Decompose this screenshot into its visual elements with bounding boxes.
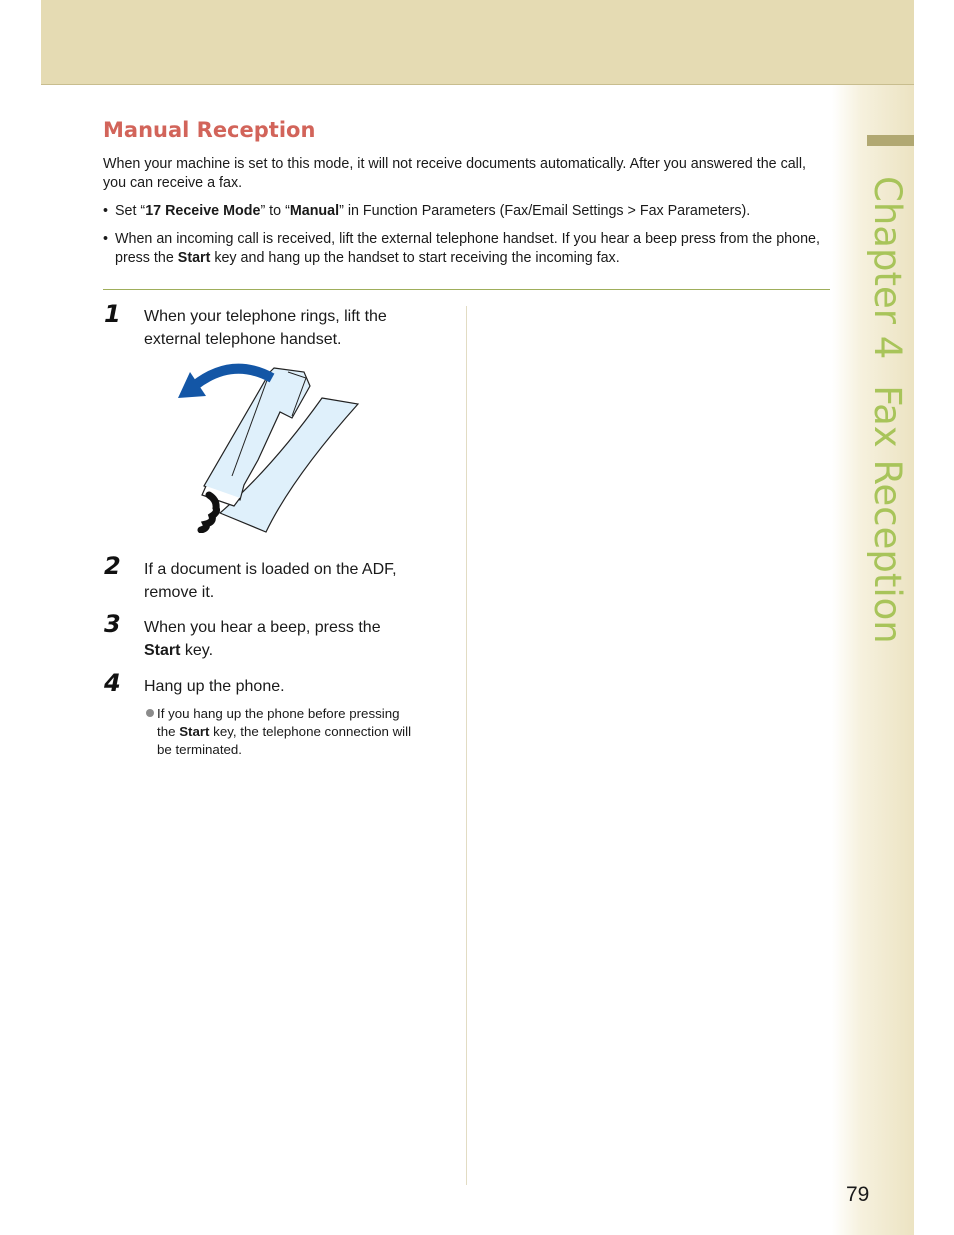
step-number: 4 <box>104 669 121 697</box>
step-number: 3 <box>104 610 121 638</box>
header-band <box>41 0 914 85</box>
coiled-cord-icon <box>201 495 217 530</box>
step-text: If a document is loaded on the ADF, remove it. <box>144 561 397 601</box>
step-text: When you hear a beep, press the Start key. <box>144 619 381 659</box>
step-note: If you hang up the phone before pressing the Start key, the telephone connection will be terminated. <box>146 705 446 759</box>
bullet-marker: • <box>103 231 109 247</box>
chapter-tab-marker <box>867 135 914 146</box>
section-divider <box>103 289 830 290</box>
page-number: 79 <box>846 1183 870 1206</box>
setting-name: 17 Receive Mode <box>145 203 261 219</box>
chapter-label: Chapter 4 <box>866 176 909 360</box>
intro-paragraph: When your machine is set to this mode, it will not receive documents automatically. After you answered the call, you can receive a fax. <box>103 156 806 191</box>
step-text: Hang up the phone. <box>144 678 285 695</box>
chapter-side-label <box>866 176 909 644</box>
chapter-title: Fax Reception <box>866 385 909 644</box>
note-bullet-icon <box>146 709 154 717</box>
lift-handset-illustration <box>172 358 367 533</box>
column-divider <box>466 306 467 1185</box>
step-number: 1 <box>104 300 121 328</box>
setting-value: Manual <box>289 203 340 219</box>
bullet-item: • When an incoming call is received, lift the external telephone handset. If you hear a beep press from the phone, press the Start key and hang up the handset to start receiving the incoming fax. <box>103 231 820 266</box>
lift-arrow-icon <box>194 369 272 386</box>
key-name: Start <box>144 642 181 659</box>
key-name: Start <box>179 724 210 739</box>
bullet-item: • Set “17 Receive Mode” to “Manual” in Function Parameters (Fax/Email Settings > Fax Parameters). <box>103 203 751 219</box>
bullet-marker: • <box>103 203 109 219</box>
step-number: 2 <box>104 552 121 580</box>
section-title: Manual Reception <box>103 118 316 142</box>
key-name: Start <box>177 250 211 266</box>
step-text: When your telephone rings, lift the external telephone handset. <box>144 308 387 348</box>
